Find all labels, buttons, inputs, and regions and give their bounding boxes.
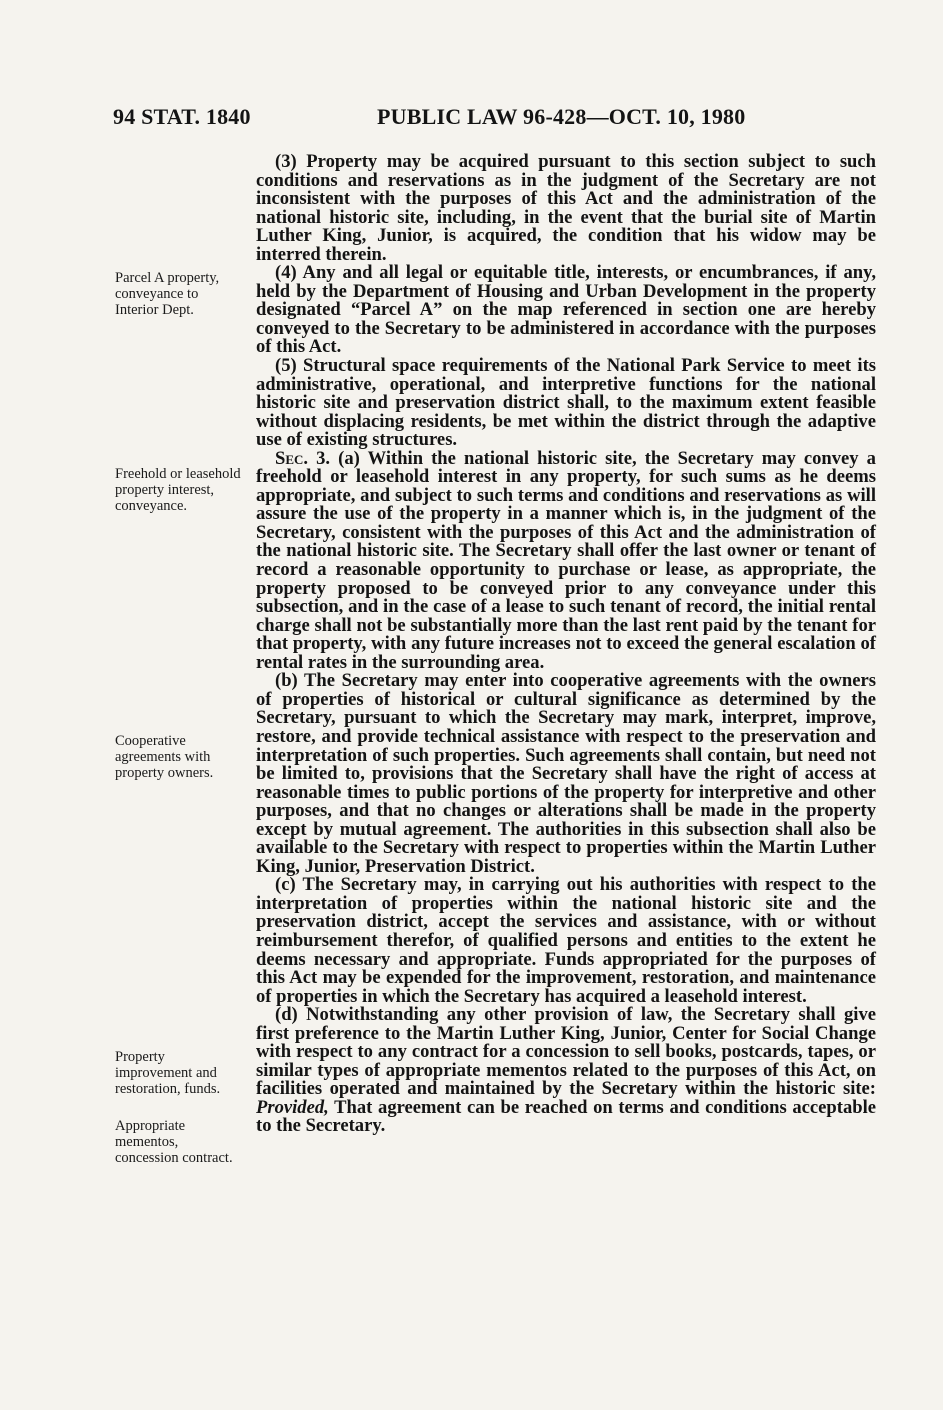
law-title: PUBLIC LAW 96-428—OCT. 10, 1980: [377, 104, 746, 129]
paragraph-5: (5) Structural space requirements of the National Park Service to meet its administrative, operational, and interpretive functions for the national historic site and preservation district shall, to the maximum extent feasible without displacing residents, be met within the district through the adaptive use of existing structures.: [256, 355, 876, 451]
section-3d-text: (d) Notwithstanding any other provision of law, the Secretary shall give first preference to the Martin Luther King, Junior, Center for Social Change with respect to any contract for a concession to sell books, postcards, tapes, or similar types of appropriate mementos related to the purposes of this Act, on facilities operated and maintained by the Secretary within the historic site:: [256, 1004, 876, 1100]
section-3d: [256, 1006, 876, 1136]
section-label: Sec. 3.: [275, 447, 331, 469]
page-citation: 94 STAT. 1840: [113, 104, 251, 129]
paragraph-3: (3) Property may be acquired pursuant to this section subject to such conditions and reservations as in the judgment of the Secretary are not inconsistent with the purposes of this Act and the administration of the national historic site, including, in the event that the burial site of Martin Luther King, Junior, is acquired, the condition that his widow may be interred therein.: [256, 151, 876, 265]
section-3b: (b) The Secretary may enter into cooperative agreements with the owners of properties of historical or cultural significance as determined by the Secretary, pursuant to which the Secretary may mark, interpret, improve, restore, and provide technical assistance with respect to the preservation and interpretation of such properties. Such agreements shall contain, but need not be limited to, provisions that the Secretary shall have the right of access at reasonable times to public portions of the property for interpretive and other purposes, and that no changes or alterations shall be made in the property except by mutual agreement. The authorities in this subsection shall also be available to the Secretary with respect to properties within the Martin Luther King, Junior, Preservation District.: [256, 670, 876, 877]
margin-note-parcel-a: Parcel A property, conveyance to Interior Dept.: [115, 270, 220, 318]
provided-term: Provided,: [256, 1096, 329, 1118]
section-3a: [256, 447, 876, 673]
margin-note-property-improvement: Property improvement and restoration, funds.: [115, 1049, 221, 1097]
paragraph-4: (4) Any and all legal or equitable title, interests, or encumbrances, if any, held by the Department of Housing and Urban Development in the property designated “Parcel A” on the map referenced in section one are hereby conveyed to the Secretary to be administered in accordance with the purposes of this Act.: [256, 262, 876, 358]
margin-note-freehold: Freehold or leasehold property interest, conveyance.: [115, 466, 241, 514]
statute-body: [256, 153, 876, 1136]
margin-note-mementos: Appropriate mementos, concession contract.: [115, 1118, 233, 1166]
section-3d-proviso: That agreement can be reached on terms and conditions acceptable to the Secretary.: [256, 1096, 877, 1137]
section-3a-text: (a) Within the national historic site, the Secretary may convey a freehold or leasehold interest in any property, for such sums as he deems appropriate, and subject to such terms and conditions and reservations as will assure the use of the property in a manner which is, in the judgment of the Secretary, consistent with the purposes of this Act and the administration of the national historic site. The Secretary shall offer the last owner or tenant of record a reasonable opportunity to purchase or lease, as appropriate, the property proposed to be conveyed prior to any conveyance under this subsection, and in the case of a lease to such tenant of record, the initial rental charge shall not be substantially more than the last rent paid by the tenant for that property, with any future increases not to exceed the general escalation of rental rates in the surrounding area.: [256, 447, 876, 673]
section-3c: (c) The Secretary may, in carrying out his authorities with respect to the interpretation of properties within the national historic site and the preservation district, accept the services and assistance, with or without reimbursement therefor, of qualified persons and entities to the extent he deems necessary and appropriate. Funds appropriated for the purposes of this Act may be expended for the improvement, restoration, and maintenance of properties in which the Secretary has acquired a leasehold interest.: [256, 874, 876, 1007]
margin-note-cooperative: Cooperative agreements with property owners.: [115, 733, 214, 781]
